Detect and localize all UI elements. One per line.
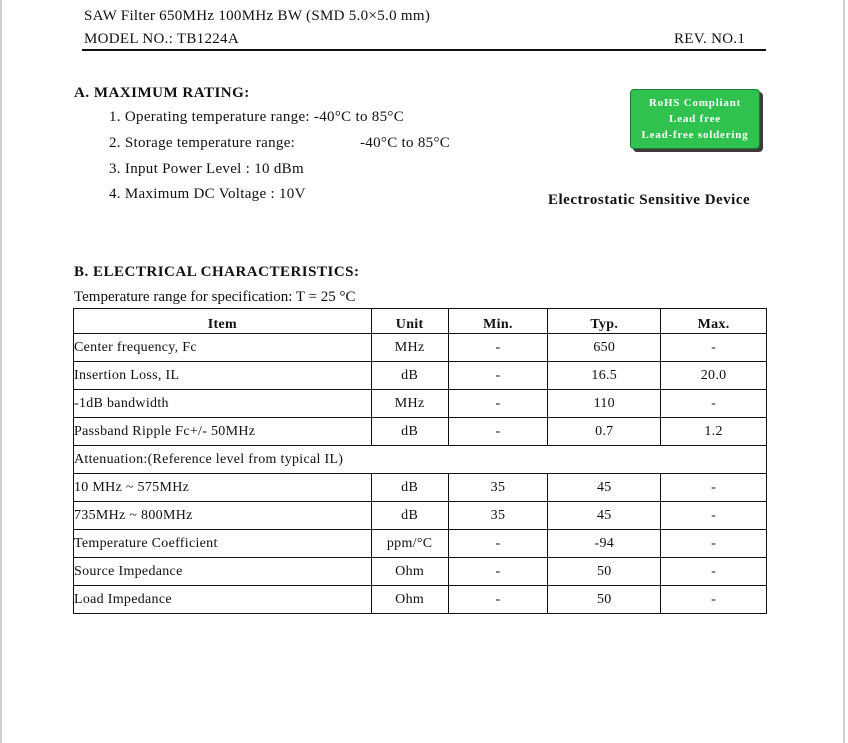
cell-item: Source Impedance <box>74 558 372 586</box>
cell-unit: MHz <box>371 390 448 418</box>
revision-number: REV. NO.1 <box>674 31 746 47</box>
cell-item: 10 MHz ~ 575MHz <box>74 474 372 502</box>
cell-unit: ppm/°C <box>371 530 448 558</box>
cell-typ: 50 <box>548 586 661 614</box>
cell-min: 35 <box>448 502 548 530</box>
page-left-border <box>0 0 2 743</box>
header-max: Max. <box>661 309 767 334</box>
electrical-characteristics-table <box>73 308 767 614</box>
table-row <box>74 418 767 446</box>
cell-min: - <box>448 586 548 614</box>
table-row <box>74 586 767 614</box>
cell-item: -1dB bandwidth <box>74 390 372 418</box>
table-header-row <box>74 309 767 334</box>
cell-min: - <box>448 334 548 362</box>
rating-item-1 <box>109 109 404 126</box>
cell-item: Center frequency, Fc <box>74 334 372 362</box>
temperature-range-note: Temperature range for specification: T = 25 °C <box>74 289 356 305</box>
cell-unit: dB <box>371 502 448 530</box>
rohs-line-2: Lead free <box>669 113 721 125</box>
section-b-title: B. ELECTRICAL CHARACTERISTICS: <box>74 264 360 280</box>
rating-value: -40°C to 85°C <box>360 135 451 151</box>
cell-max: - <box>661 390 767 418</box>
cell-max: - <box>661 502 767 530</box>
cell-unit: dB <box>371 418 448 446</box>
rating-item-2 <box>109 135 451 152</box>
section-a-title: A. MAXIMUM RATING: <box>74 85 250 101</box>
cell-min: - <box>448 530 548 558</box>
cell-typ: -94 <box>548 530 661 558</box>
rating-item-3 <box>109 161 304 178</box>
cell-typ: 650 <box>548 334 661 362</box>
model-number: MODEL NO.: TB1224A <box>84 31 239 47</box>
rating-label: 1. Operating temperature range: -40°C to 85°C <box>109 109 404 125</box>
cell-typ: 45 <box>548 502 661 530</box>
rating-item-4 <box>109 186 306 203</box>
cell-item: Insertion Loss, IL <box>74 362 372 390</box>
rating-label: 2. Storage temperature range: <box>109 135 296 151</box>
table-row <box>74 474 767 502</box>
rating-label: 4. Maximum DC Voltage : 10V <box>109 186 306 202</box>
cell-max: - <box>661 334 767 362</box>
cell-max: 1.2 <box>661 418 767 446</box>
cell-typ: 16.5 <box>548 362 661 390</box>
rohs-badge <box>630 89 760 149</box>
cell-min: 35 <box>448 474 548 502</box>
cell-item: 735MHz ~ 800MHz <box>74 502 372 530</box>
cell-typ: 45 <box>548 474 661 502</box>
cell-item: Passband Ripple Fc+/- 50MHz <box>74 418 372 446</box>
table-row <box>74 362 767 390</box>
cell-min: - <box>448 418 548 446</box>
cell-max: - <box>661 474 767 502</box>
table-row <box>74 558 767 586</box>
header-item: Item <box>74 309 372 334</box>
cell-unit: MHz <box>371 334 448 362</box>
cell-max: 20.0 <box>661 362 767 390</box>
document-title: SAW Filter 650MHz 100MHz BW (SMD 5.0×5.0 mm) <box>84 8 431 24</box>
cell-typ: 110 <box>548 390 661 418</box>
cell-min: - <box>448 362 548 390</box>
cell-typ: 0.7 <box>548 418 661 446</box>
header-divider <box>82 49 766 51</box>
rohs-line-3: Lead-free soldering <box>641 129 749 141</box>
page-right-border <box>843 0 845 743</box>
cell-max: - <box>661 530 767 558</box>
header-min: Min. <box>448 309 548 334</box>
table-row <box>74 502 767 530</box>
table-row <box>74 530 767 558</box>
cell-unit: dB <box>371 474 448 502</box>
table-row <box>74 334 767 362</box>
cell-section-label: Attenuation:(Reference level from typical IL) <box>74 446 767 474</box>
cell-item: Load Impedance <box>74 586 372 614</box>
esd-warning: Electrostatic Sensitive Device <box>548 192 751 208</box>
header-unit: Unit <box>371 309 448 334</box>
cell-unit: Ohm <box>371 558 448 586</box>
cell-unit: Ohm <box>371 586 448 614</box>
header-typ: Typ. <box>548 309 661 334</box>
cell-min: - <box>448 558 548 586</box>
rating-label: 3. Input Power Level : 10 dBm <box>109 161 304 177</box>
cell-item: Temperature Coefficient <box>74 530 372 558</box>
cell-unit: dB <box>371 362 448 390</box>
rohs-line-1: RoHS Compliant <box>648 97 742 109</box>
cell-max: - <box>661 558 767 586</box>
cell-max: - <box>661 586 767 614</box>
table-row <box>74 390 767 418</box>
cell-min: - <box>448 390 548 418</box>
table-row <box>74 446 767 474</box>
cell-typ: 50 <box>548 558 661 586</box>
